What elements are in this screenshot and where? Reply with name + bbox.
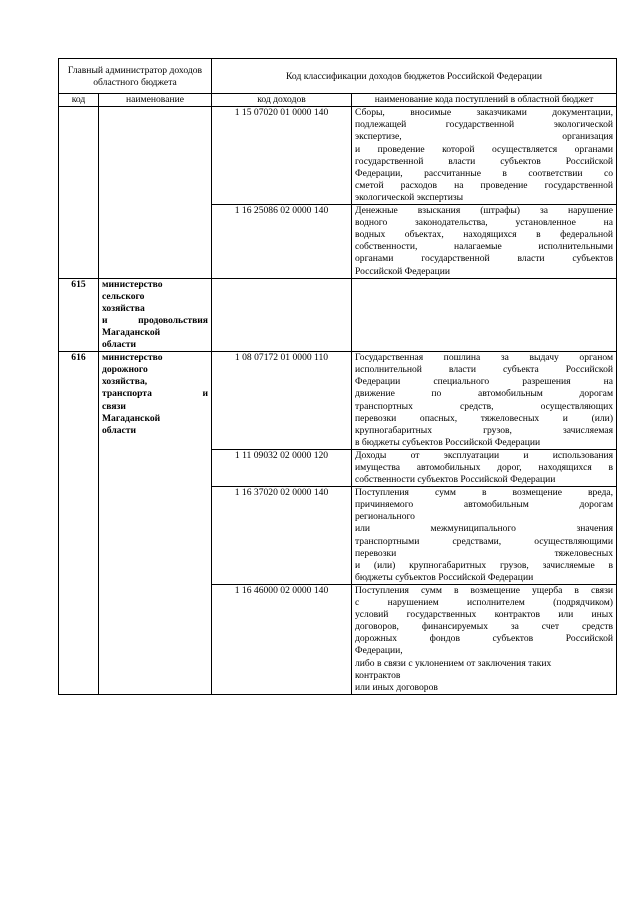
revenue-classification-table xyxy=(58,58,617,695)
text-line: контрактов xyxy=(355,669,401,681)
text-line: связи xyxy=(102,400,126,412)
income-name-cell xyxy=(352,278,617,352)
text-line: имущества автомобильных дорог, находящихся в xyxy=(355,462,614,473)
text-line: Федерации специального разрешения на xyxy=(355,376,614,388)
text-line: сельского xyxy=(102,290,145,302)
text-line: Государственная пошлина за выдачу органом xyxy=(355,352,614,364)
text-line: экспертизе, организация xyxy=(355,131,614,143)
text-line: и проведение которой осуществляется органами xyxy=(355,143,614,155)
income-code-cell: 1 11 09032 02 0000 120 xyxy=(212,449,352,486)
text-line: Магаданской xyxy=(102,412,161,424)
text-line: либо в связи с уклонением от заключения таких xyxy=(355,657,552,669)
text-line: собственности, налагаемые исполнительными xyxy=(355,241,614,253)
text-line: перевозки опасных, тяжеловесных и (или) xyxy=(355,412,614,424)
text-line: Доходы от эксплуатации и использования xyxy=(355,449,614,461)
text-line: органами государственной власти субъектов xyxy=(355,253,614,265)
income-name-cell xyxy=(352,352,617,450)
admin-name-cell xyxy=(99,107,212,278)
col-name-header: наименование xyxy=(99,94,212,107)
text-line: Сборы, вносимые заказчиками документации, xyxy=(355,107,614,119)
text-line: договоров, финансируемых за счет средств xyxy=(355,621,614,633)
text-line: министерство xyxy=(102,352,163,364)
income-name-cell xyxy=(352,205,617,279)
text-line: и (или) крупногабаритных грузов, зачисляемые в xyxy=(355,559,614,571)
text-line: с нарушением исполнителем (подрядчиком) xyxy=(355,597,614,609)
text-line: подлежащей государственной экологической xyxy=(355,119,614,131)
text-line: Поступления сумм в возмещение ущерба в связи xyxy=(355,584,614,596)
admin-code-cell: 615 xyxy=(59,278,99,352)
text-line: Поступления сумм в возмещение вреда, xyxy=(355,487,614,499)
admin-code-cell xyxy=(59,107,99,278)
income-code-cell: 1 16 46000 02 0000 140 xyxy=(212,584,352,694)
table-row xyxy=(59,278,617,352)
text-line: или межмуниципального значения xyxy=(355,523,614,535)
text-line: сметой расходов на проведение государственной xyxy=(355,179,614,191)
text-line: области xyxy=(102,424,137,436)
text-line: государственной власти субъектов Российской xyxy=(355,155,614,167)
text-line: Российской Федерации xyxy=(355,265,450,277)
text-line: собственности субъектов Российской Федерации xyxy=(355,474,556,486)
income-name-cell xyxy=(352,584,617,694)
text-line: дорожных фондов субъектов Российской xyxy=(355,633,614,645)
table-row xyxy=(59,352,617,450)
text-line: и продовольствия xyxy=(102,314,208,326)
income-code-cell: 1 15 07020 01 0000 140 xyxy=(212,107,352,205)
text-line: в бюджеты субъектов Российской Федерации xyxy=(355,436,541,448)
col-code-header: код xyxy=(59,94,99,107)
text-line: Федерации, xyxy=(355,645,403,657)
text-line: хозяйства xyxy=(102,302,145,314)
income-name-cell xyxy=(352,487,617,585)
text-line: транспорта и xyxy=(102,388,208,400)
text-line: движение по автомобильным дорогам xyxy=(355,388,614,400)
text-line: условий государственных контрактов или иных xyxy=(355,609,614,621)
text-line: министерство xyxy=(102,278,163,290)
text-line: дорожного xyxy=(102,364,148,376)
text-line: причиняемого автомобильным дорогам xyxy=(355,499,614,511)
table-body xyxy=(59,107,617,695)
text-line: водных объектах, находящихся в федеральной xyxy=(355,229,614,241)
admin-name-cell xyxy=(99,278,212,352)
admin-name-cell xyxy=(99,352,212,695)
text-line: транспортными средствами, осуществляющими xyxy=(355,535,614,547)
text-line: водного законодательства, установленное на xyxy=(355,217,614,229)
admin-header: Главный администратор доходов областного бюджета xyxy=(59,59,212,94)
text-line: Денежные взыскания (штрафы) за нарушение xyxy=(355,205,614,217)
classification-header: Код классификации доходов бюджетов Российской Федерации xyxy=(212,59,617,94)
text-line: Федерации, рассчитанные в соответствии со xyxy=(355,167,614,179)
text-line: бюджеты субъектов Российской Федерации xyxy=(355,571,534,583)
income-code-cell: 1 16 37020 02 0000 140 xyxy=(212,487,352,585)
admin-code-cell: 616 xyxy=(59,352,99,695)
text-line: области xyxy=(102,339,137,351)
income-name-cell xyxy=(352,449,617,486)
text-line: хозяйства, xyxy=(102,376,148,388)
income-code-cell: 1 08 07172 01 0000 110 xyxy=(212,352,352,450)
header-row-1 xyxy=(59,59,617,94)
table-row xyxy=(59,107,617,205)
text-line: крупногабаритных грузов, зачисляемая xyxy=(355,424,614,436)
text-line: перевозки тяжеловесных xyxy=(355,547,614,559)
income-code-cell: 1 16 25086 02 0000 140 xyxy=(212,205,352,279)
col-income-name-header: наименование кода поступлений в областной бюджет xyxy=(352,94,617,107)
col-income-code-header: код доходов xyxy=(212,94,352,107)
text-line: Магаданской xyxy=(102,326,161,338)
header-row-2 xyxy=(59,94,617,107)
text-line: исполнительной власти субъекта Российской xyxy=(355,364,614,376)
income-code-cell xyxy=(212,278,352,352)
text-line: экологической экспертизы xyxy=(355,191,464,203)
text-line: транспортных средств, осуществляющих xyxy=(355,400,614,412)
text-line: или иных договоров xyxy=(355,681,438,693)
text-line: регионального xyxy=(355,511,415,523)
income-name-cell xyxy=(352,107,617,205)
